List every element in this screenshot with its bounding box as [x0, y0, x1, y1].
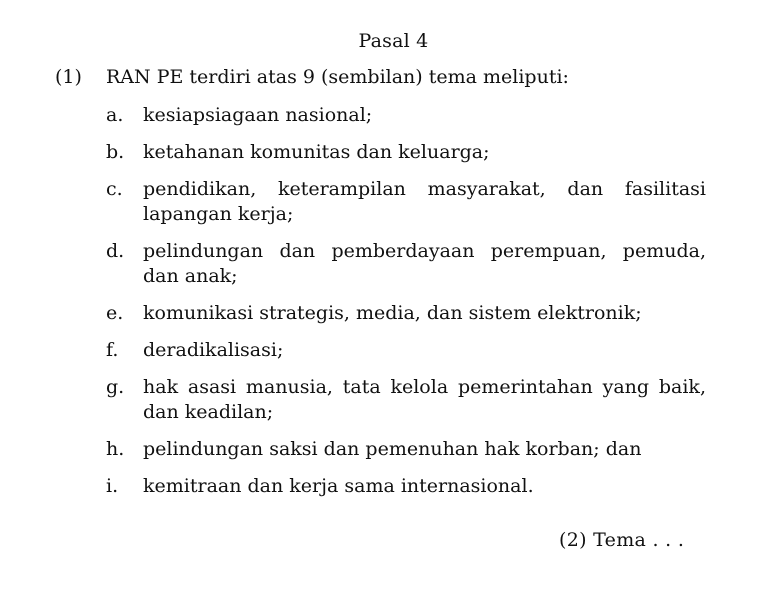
list-item	[106, 177, 706, 227]
list-item	[106, 437, 706, 462]
list-item-marker: c.	[106, 178, 123, 200]
list-item-text: kemitraan dan kerja sama internasional.	[143, 475, 534, 497]
paragraph-text: RAN PE terdiri atas 9 (sembilan) tema meliputi:	[106, 66, 569, 88]
paragraph-number: (1)	[55, 66, 82, 88]
list-item-text: kesiapsiagaan nasional;	[143, 104, 373, 126]
list-item	[106, 338, 706, 363]
list-item-text: deradikalisasi;	[143, 339, 284, 361]
list-item-marker: a.	[106, 104, 124, 126]
list-item-text: hak asasi manusia, tata kelola pemerintahan yang baik, dan keadilan;	[143, 376, 706, 423]
list-item-marker: h.	[106, 438, 125, 460]
list-item	[106, 103, 706, 128]
list-item	[106, 301, 706, 326]
article-heading: Pasal 4	[358, 30, 429, 52]
list-item-text: pelindungan dan pemberdayaan perempuan, pemuda, dan anak;	[143, 240, 706, 287]
continuation-text: (2) Tema . . .	[559, 529, 685, 551]
list-item	[106, 375, 706, 425]
list-item	[106, 239, 706, 289]
list-item	[106, 474, 706, 499]
list-item-text: komunikasi strategis, media, dan sistem elektronik;	[143, 302, 642, 324]
list-item-text: pelindungan saksi dan pemenuhan hak korban; dan	[143, 438, 642, 460]
list-item-marker: g.	[106, 376, 125, 398]
list-item-marker: d.	[106, 240, 125, 262]
list-item-marker: f.	[106, 339, 119, 361]
list-item-text: ketahanan komunitas dan keluarga;	[143, 141, 490, 163]
list-item	[106, 140, 706, 165]
list-item-marker: i.	[106, 475, 119, 497]
list-item-marker: e.	[106, 302, 124, 324]
list-item-text: pendidikan, keterampilan masyarakat, dan fasilitasi lapangan kerja;	[143, 178, 706, 225]
list-item-marker: b.	[106, 141, 125, 163]
theme-list	[106, 103, 706, 511]
